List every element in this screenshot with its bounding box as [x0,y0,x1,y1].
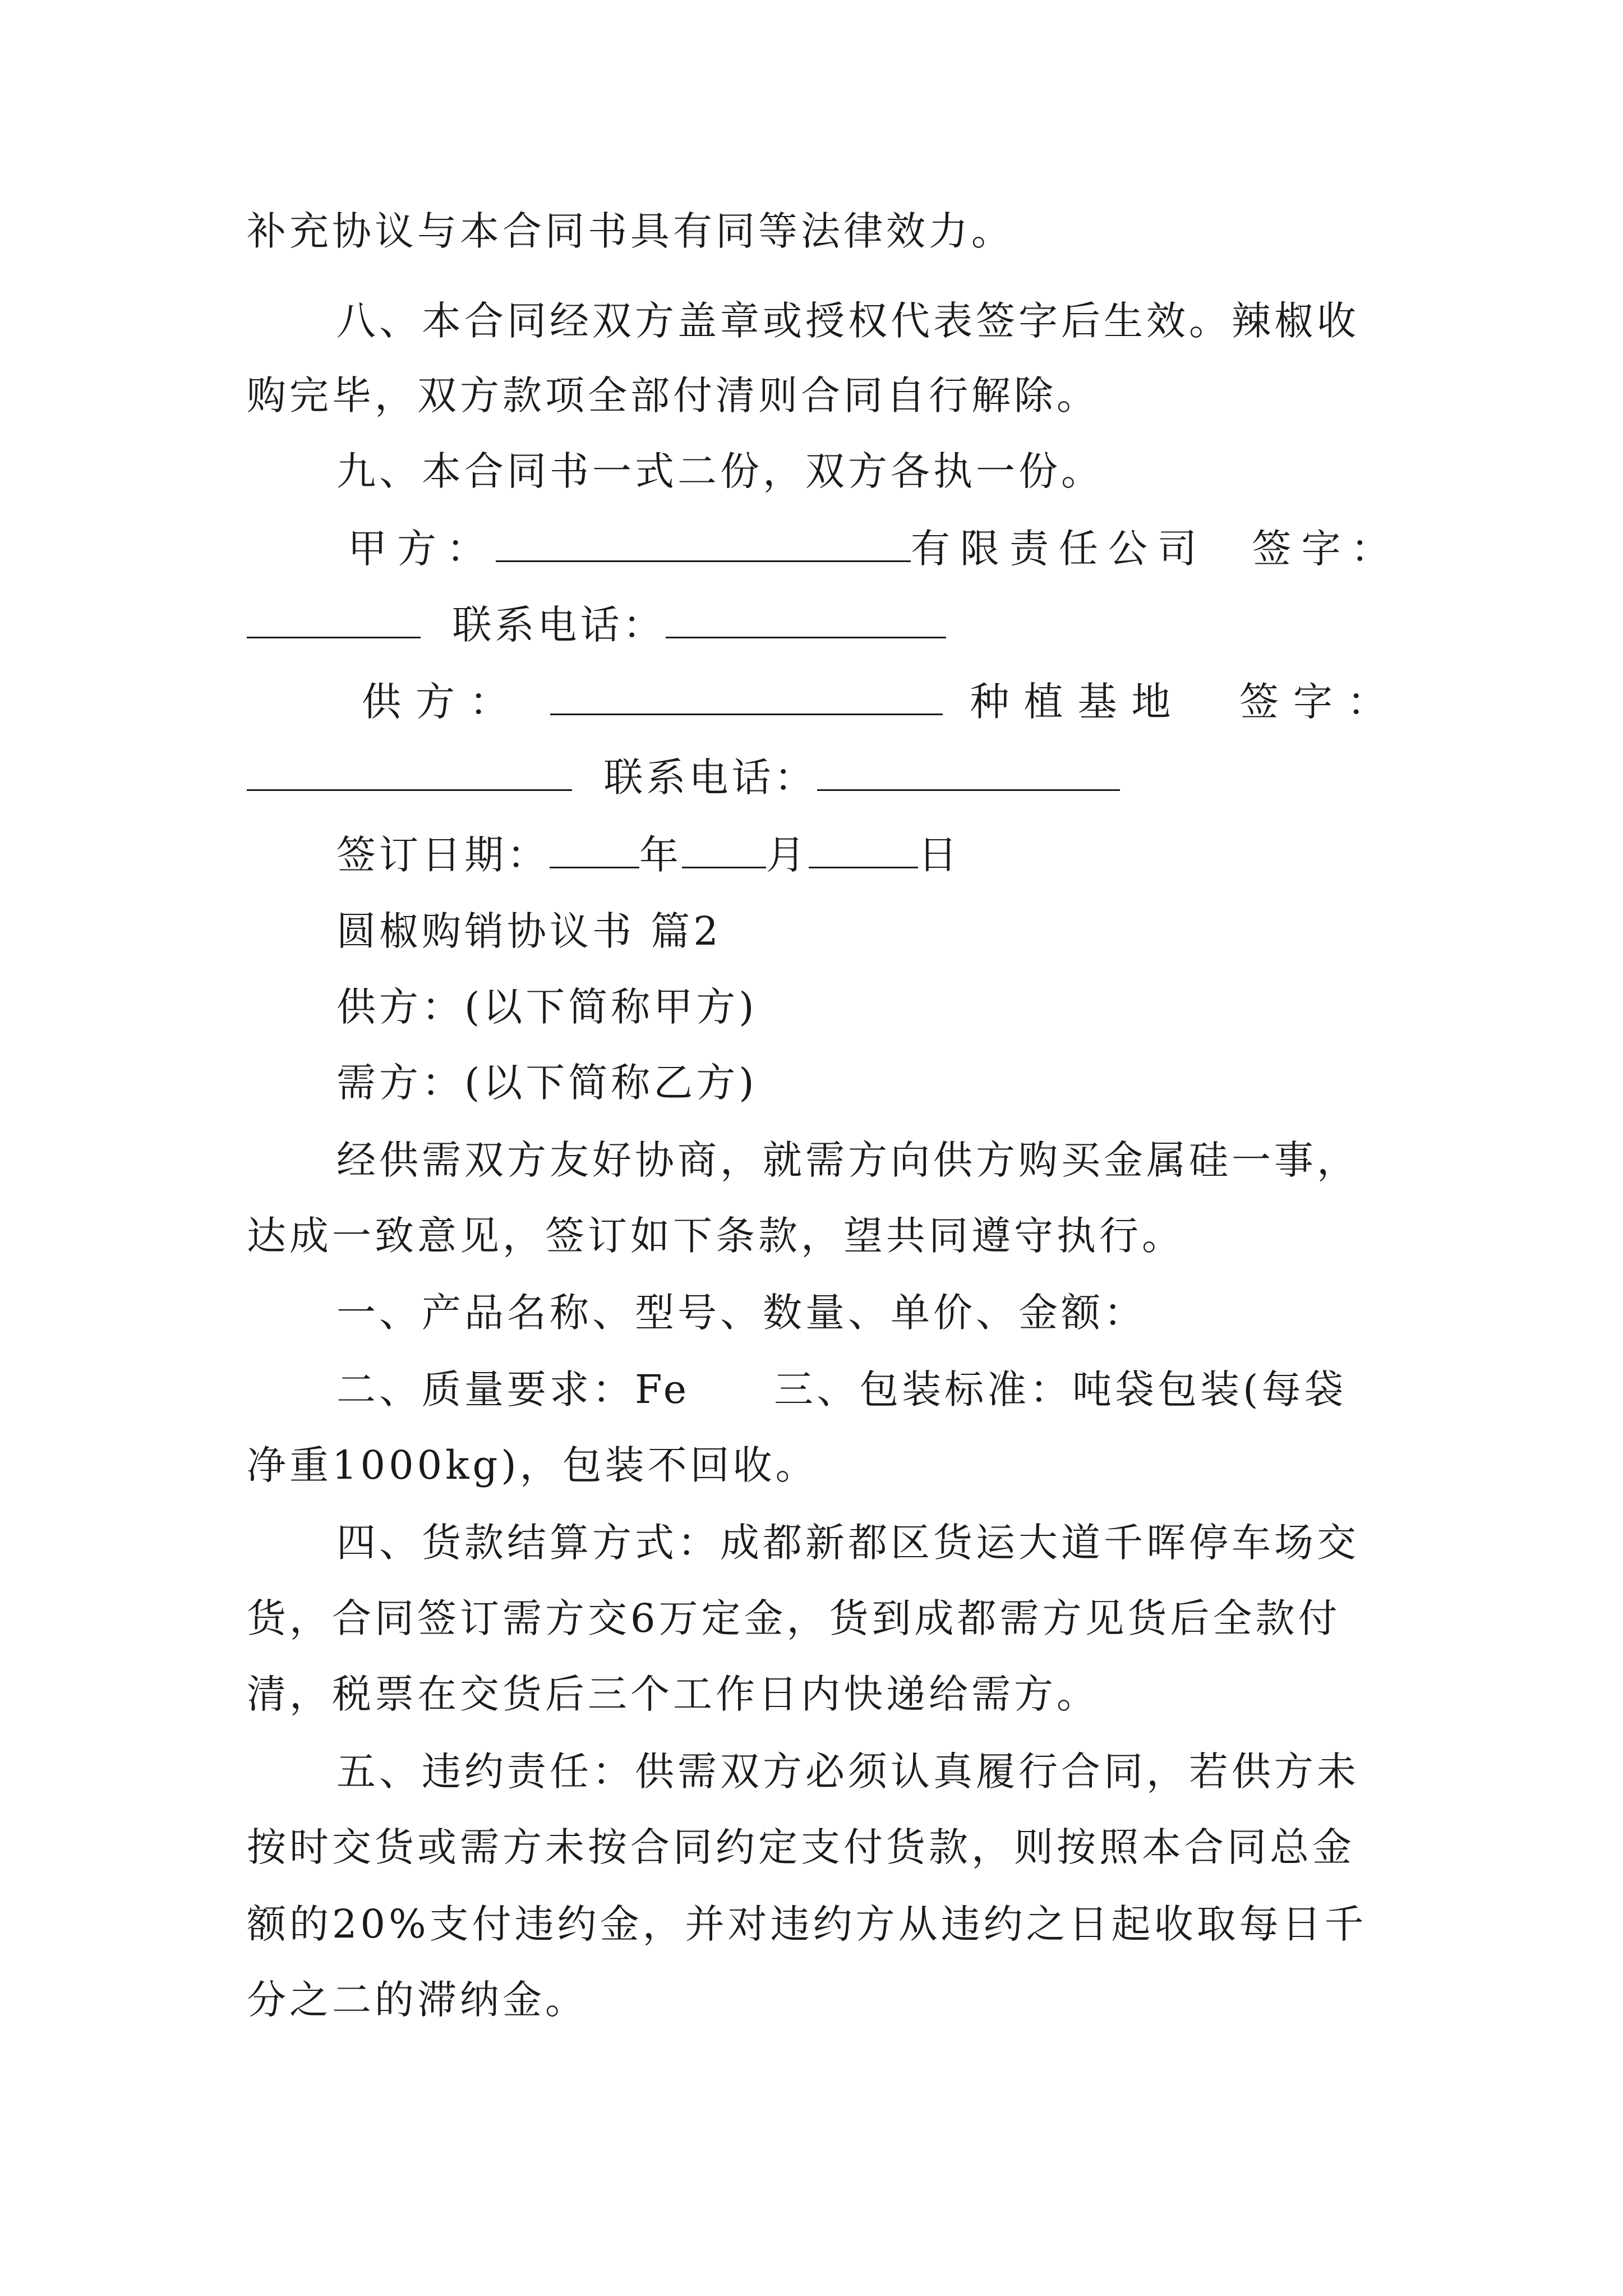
clause-line: 货，合同签订需方交6万定金，货到成都需方见货后全款付 [247,1595,1341,1641]
paragraph-line: 购完毕，双方款项全部付清则合同自行解除。 [247,372,1099,418]
supplier-label: 供方： [362,679,523,725]
clause-line: 四、货款结算方式：成都新都区货运大道千晖停车场交 [336,1520,1359,1566]
party-a-phone-blank [666,602,946,638]
supplier-suffix: 种植基地 [970,679,1186,725]
month-label: 月 [766,832,809,878]
supplier-sign-label: 签字： [1239,679,1401,725]
supplier-phone-line [247,754,1120,800]
clause-line [336,1367,1347,1412]
paragraph-line: 经供需双方友好协商，就需方向供方购买金属硅一事， [336,1137,1359,1183]
buyer-definition: 需方：(以下简称乙方) [336,1060,758,1106]
day-label: 日 [918,832,961,878]
supplier-definition: 供方：(以下简称甲方) [336,984,758,1030]
packaging-clause: 三、包装标准：吨袋包装(每袋 [774,1366,1347,1412]
paragraph-line: 达成一致意见，签订如下条款，望共同遵守执行。 [247,1213,1184,1259]
supplier-phone-blank [817,754,1120,791]
supplier-phone-label: 联系电话： [603,754,817,800]
clause-line: 按时交货或需方未按合同约定支付货款，则按照本合同总金 [247,1824,1355,1870]
party-a-name-blank [496,526,911,562]
party-a-phone-label: 联系电话： [452,602,666,648]
clause-line: 清，税票在交货后三个工作日内快递给需方。 [247,1671,1099,1717]
supplier-name-blank [550,679,943,715]
signing-date-line [336,832,961,877]
party-a-sign-blank [247,602,421,638]
clause-line: 五、违约责任：供需双方必须认真履行合同，若供方未 [336,1749,1359,1795]
section-title: 圆椒购销协议书 篇2 [336,908,722,954]
clause-line: 净重1000kg)，包装不回收。 [247,1442,818,1488]
clause-line: 分之二的滞纳金。 [247,1977,588,2023]
month-blank [682,832,766,868]
clause-line: 一、产品名称、型号、数量、单价、金额： [336,1290,1146,1336]
party-a-signature-line [348,526,1400,571]
paragraph-line: 九、本合同书一式二份，双方各执一份。 [336,448,1104,494]
party-a-suffix: 有限责任公司 [911,526,1207,572]
clause-line: 额的20%支付违约金，并对违约方从违约之日起收取每日千 [247,1901,1367,1947]
party-a-label: 甲方： [348,526,496,572]
paragraph-line: 补充协议与本合同书具有同等法律效力。 [247,208,1014,254]
party-a-phone-line [247,602,946,647]
party-a-sign-label: 签字： [1252,526,1400,572]
year-label: 年 [639,832,682,878]
quality-clause: 二、质量要求：Fe [336,1366,690,1412]
supplier-signature-line [362,679,1401,724]
date-label: 签订日期： [336,832,550,878]
paragraph-line: 八、本合同经双方盖章或授权代表签字后生效。辣椒收 [336,298,1359,344]
day-blank [809,832,918,868]
supplier-sign-blank [247,754,572,791]
year-blank [550,832,639,868]
